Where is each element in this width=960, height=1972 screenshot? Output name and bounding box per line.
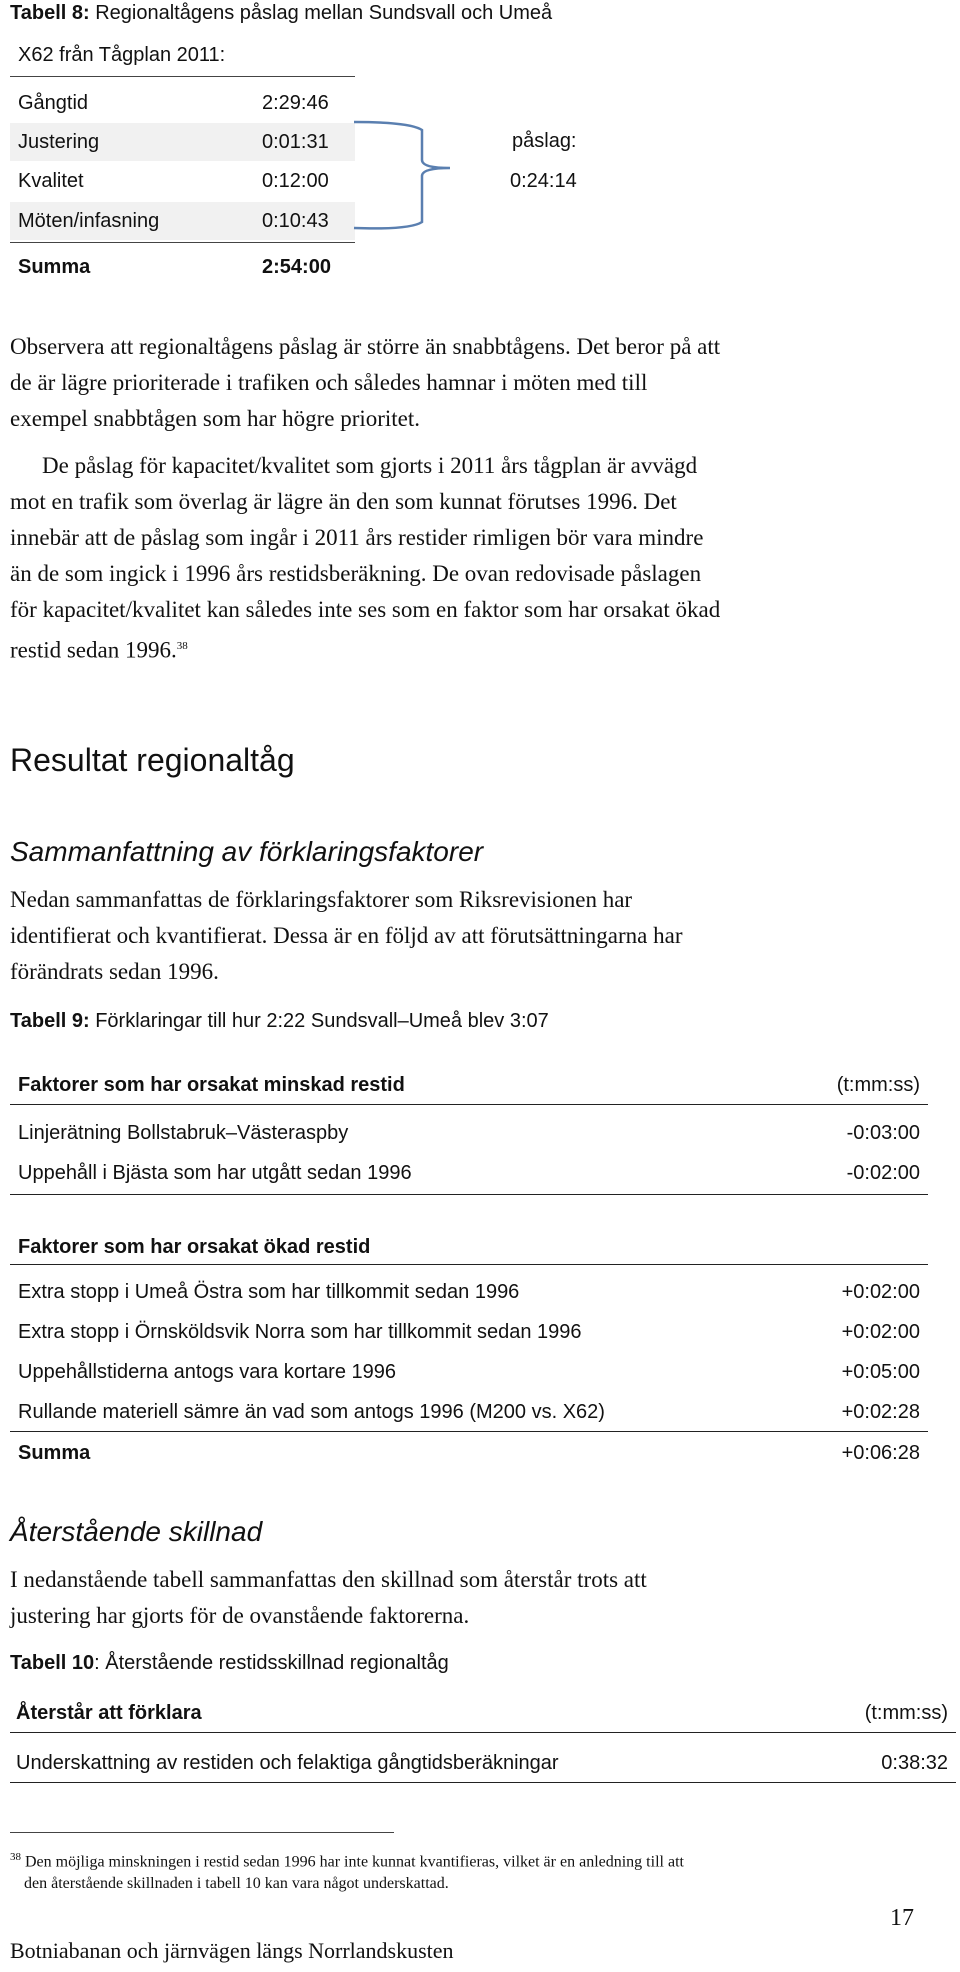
table-row-value: +0:02:00 — [841, 1281, 920, 1303]
table-row-value: 0:38:32 — [881, 1752, 948, 1774]
table-row — [10, 1393, 928, 1431]
paragraph-line: exempel snabbtågen som har högre prioritet. — [10, 406, 421, 431]
table8-sum-row — [10, 248, 355, 286]
table9-caption — [10, 1010, 549, 1033]
table9-caption-label: Tabell 9: — [10, 1010, 90, 1032]
brace-icon — [350, 116, 490, 234]
paragraph-2 — [10, 448, 950, 669]
table8-sum-value: 2:54:00 — [262, 256, 331, 278]
footer-text: Botniabanan och järnvägen längs Norrlandskusten — [10, 1938, 454, 1963]
table9-rule — [10, 1264, 928, 1265]
table8-row — [10, 123, 355, 161]
table9-unit-header: (t:mm:ss) — [836, 1074, 920, 1096]
table10-caption — [10, 1652, 449, 1675]
paragraph-line: förändrats sedan 1996. — [10, 959, 219, 984]
table8-row-value: 2:29:46 — [262, 92, 329, 114]
table10-unit-header: (t:mm:ss) — [864, 1702, 948, 1724]
paragraph-line: de är lägre prioriterade i trafiken och således hamnar i möten med till — [10, 370, 648, 395]
table-row-label: Underskattning av restiden och felaktiga gångtidsberäkningar — [16, 1752, 559, 1774]
paragraph-line: mot en trafik som överlag är lägre än den som kunnat förutses 1996. Det — [10, 489, 677, 514]
footnote-line — [10, 1846, 950, 1873]
paragraph-line: identifierat och kvantifierat. Dessa är en följd av att förutsättningarna har — [10, 923, 683, 948]
table9-sum-label: Summa — [18, 1442, 91, 1464]
paragraph-line: innebär att de påslag som ingår i 2011 års restider rimligen bör vara mindre — [10, 525, 704, 550]
footnote-number: 38 — [10, 1851, 21, 1863]
table-row-value: -0:02:00 — [846, 1162, 920, 1184]
table-row — [10, 1273, 928, 1311]
table8-subtitle: X62 från Tågplan 2011: — [18, 44, 226, 66]
table8-row-label: Gångtid — [18, 92, 89, 114]
table8-sum-rule — [10, 242, 355, 243]
table8-row — [10, 202, 355, 240]
table-row-label: Uppehållstiderna antogs vara kortare 1996 — [18, 1361, 397, 1383]
footnote-text: den återstående skillnaden i tabell 10 kan vara något underskattad. — [24, 1875, 449, 1893]
paragraph-last-line — [10, 628, 950, 669]
table-row — [10, 1744, 956, 1782]
table8-row — [10, 84, 355, 122]
table9-sec1-header: Faktorer som har orsakat minskad restid — [18, 1074, 405, 1096]
heading-summary: Sammanfattning av förklaringsfaktorer — [10, 836, 484, 867]
table-row-value: +0:05:00 — [841, 1361, 920, 1383]
table9-sum-row — [10, 1434, 928, 1472]
paslag-label: påslag: — [512, 130, 577, 152]
table9-rule — [10, 1194, 928, 1195]
table9-rule — [10, 1104, 928, 1105]
table-row-label: Rullande materiell sämre än vad som antogs 1996 (M200 vs. X62) — [18, 1401, 605, 1423]
table9-sec2-header: Faktorer som har orsakat ökad restid — [18, 1236, 371, 1258]
table8-row-label: Kvalitet — [18, 170, 84, 192]
table-row — [10, 1114, 928, 1152]
table8-caption-text: Regionaltågens påslag mellan Sundsvall och Umeå — [89, 2, 553, 24]
table8-top-rule — [10, 76, 355, 77]
paragraph-1 — [10, 329, 950, 437]
table8-caption — [10, 2, 552, 25]
table-row — [10, 1154, 928, 1192]
table-row-label: Uppehåll i Bjästa som har utgått sedan 1996 — [18, 1162, 412, 1184]
paragraph-line: De påslag för kapacitet/kvalitet som gjorts i 2011 års tågplan är avvägd — [42, 453, 698, 478]
footnote — [10, 1846, 950, 1895]
heading-result: Resultat regionaltåg — [10, 742, 295, 778]
paragraph-line: för kapacitet/kvalitet kan således inte ses som en faktor som har orsakat ökad — [10, 597, 721, 622]
table9-caption-text: Förklaringar till hur 2:22 Sundsvall–Umeå blev 3:07 — [89, 1010, 549, 1032]
footnote-separator — [10, 1832, 394, 1833]
table-row-label: Extra stopp i Umeå Östra som har tillkommit sedan 1996 — [18, 1281, 520, 1303]
table10-header: Återstår att förklara — [16, 1702, 202, 1724]
footnote-text: Den möjliga minskningen i restid sedan 1996 har inte kunnat kvantifieras, vilket är en anledning till att — [25, 1853, 684, 1871]
paragraph-line: Observera att regionaltågens påslag är större än snabbtågens. Det beror på att — [10, 334, 721, 359]
page-number: 17 — [890, 1905, 914, 1931]
table-row-value: -0:03:00 — [846, 1122, 920, 1144]
table8-sum-label: Summa — [18, 256, 91, 278]
table-row — [10, 1313, 928, 1351]
table9-sum-value: +0:06:28 — [841, 1442, 920, 1464]
table8-caption-label: Tabell 8: — [10, 2, 90, 24]
table-row-label: Extra stopp i Örnsköldsvik Norra som har tillkommit sedan 1996 — [18, 1321, 582, 1343]
paragraph-line: justering har gjorts för de ovanstående faktorerna. — [10, 1603, 470, 1628]
table-row-value: +0:02:00 — [841, 1321, 920, 1343]
table-row-label: Linjerätning Bollstabruk–Västeraspby — [18, 1122, 349, 1144]
table8-row-value: 0:01:31 — [262, 131, 329, 153]
table-row — [10, 1353, 928, 1391]
paragraph-line: Nedan sammanfattas de förklaringsfaktorer som Riksrevisionen har — [10, 887, 633, 912]
table8-row-value: 0:12:00 — [262, 170, 329, 192]
table10-caption-label: Tabell 10 — [10, 1652, 95, 1674]
paragraph-3 — [10, 882, 950, 990]
paragraph-4 — [10, 1562, 950, 1634]
paragraph-line: restid sedan 1996. — [10, 637, 177, 663]
paslag-value: 0:24:14 — [510, 170, 577, 192]
table9-rule — [10, 1431, 928, 1432]
table10-rule — [10, 1732, 956, 1733]
table8-row-value: 0:10:43 — [262, 210, 329, 232]
table10-caption-text: : Återstående restidsskillnad regionaltåg — [94, 1652, 449, 1674]
table8-row-label: Justering — [18, 131, 100, 153]
table8-row — [10, 162, 355, 200]
heading-remaining: Återstående skillnad — [10, 1516, 263, 1547]
footnote-ref-link[interactable]: 38 — [176, 640, 188, 652]
table8-row-label: Möten/infasning — [18, 210, 160, 232]
table-row-value: +0:02:28 — [841, 1401, 920, 1423]
table10-rule — [10, 1782, 956, 1783]
paragraph-line: än de som ingick i 1996 års restidsberäkning. De ovan redovisade påslagen — [10, 561, 702, 586]
paragraph-line: I nedanstående tabell sammanfattas den skillnad som återstår trots att — [10, 1567, 647, 1592]
